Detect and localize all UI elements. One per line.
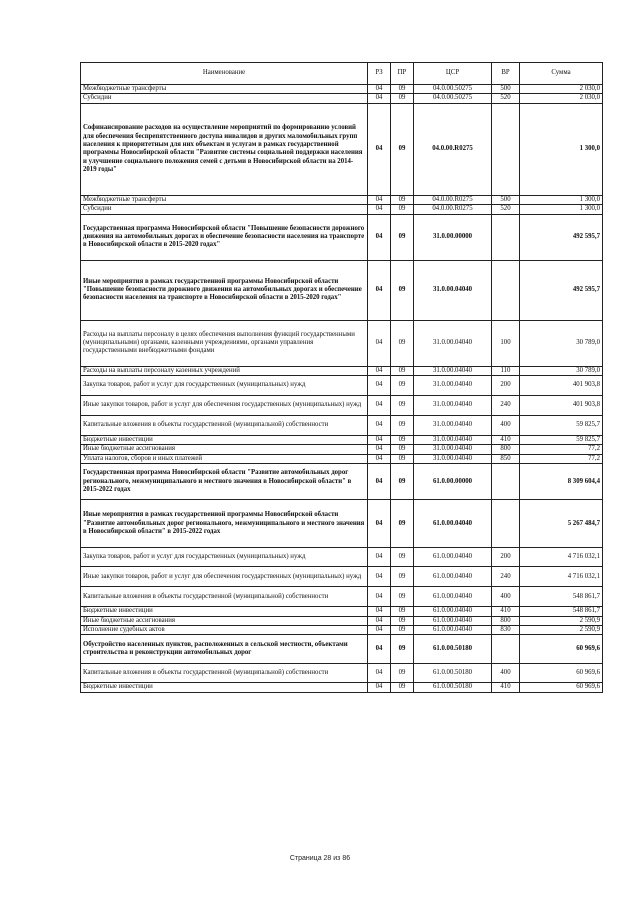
cell-name: Бюджетные инвестиции — [81, 607, 368, 616]
cell-csr: 61.0.00.04040 — [414, 626, 492, 635]
cell-rz: 04 — [368, 587, 391, 607]
cell-vr: 850 — [492, 454, 520, 463]
cell-sum: 2 030,0 — [520, 85, 603, 94]
cell-rz: 04 — [368, 626, 391, 635]
cell-sum: 492 595,7 — [520, 214, 603, 260]
cell-sum: 1 300,0 — [520, 205, 603, 214]
budget-table — [80, 62, 603, 693]
cell-vr — [492, 260, 520, 320]
cell-name: Бюджетные инвестиции — [81, 683, 368, 692]
cell-name: Софинансирование расходов на осуществление мероприятий по формированию условий для обеспечения беспрепятственного доступа инвалидов и других маломобильных групп населения к приоритетным для них объектам и услугам в рамках государственной программы Новосибирской области "Развитие системы социальной поддержки населения и улучшение социального положения семей с детьми в Новосибирской области на 2014-2019 годы" — [81, 103, 368, 195]
cell-rz: 04 — [368, 94, 391, 103]
cell-sum: 77,2 — [520, 454, 603, 463]
cell-sum: 4 716 032,1 — [520, 567, 603, 587]
cell-rz: 04 — [368, 195, 391, 204]
cell-sum: 401 903,8 — [520, 396, 603, 416]
cell-pr: 09 — [391, 376, 414, 396]
cell-vr: 200 — [492, 548, 520, 567]
table-row — [81, 103, 603, 195]
cell-pr: 09 — [391, 635, 414, 664]
header-csr: ЦСР — [414, 63, 492, 85]
table-row — [81, 607, 603, 616]
cell-name: Капитальные вложения в объекты государственной (муниципальной) собственности — [81, 664, 368, 683]
cell-name: Расходы на выплаты персоналу в целях обеспечения выполнения функций государственными (муниципальными) органами, казенными учреждениями, органами управления государственными внебюджетными фондами — [81, 320, 368, 366]
cell-csr: 61.0.00.04040 — [414, 607, 492, 616]
cell-rz: 04 — [368, 445, 391, 454]
cell-vr: 400 — [492, 664, 520, 683]
page-number: Страница 28 из 86 — [289, 855, 351, 862]
cell-sum: 8 309 604,4 — [520, 464, 603, 500]
cell-sum: 2 030,0 — [520, 94, 603, 103]
cell-pr: 09 — [391, 464, 414, 500]
header-vr: ВР — [492, 63, 520, 85]
cell-vr: 500 — [492, 85, 520, 94]
cell-csr: 61.0.00.50180 — [414, 683, 492, 692]
cell-vr: 830 — [492, 626, 520, 635]
cell-pr: 09 — [391, 85, 414, 94]
cell-name: Капитальные вложения в объекты государственной (муниципальной) собственности — [81, 416, 368, 436]
table-row — [81, 500, 603, 548]
cell-csr: 61.0.00.04040 — [414, 500, 492, 548]
header-sum: Сумма — [520, 63, 603, 85]
cell-sum: 59 825,7 — [520, 416, 603, 436]
cell-vr: 400 — [492, 416, 520, 436]
cell-name: Субсидии — [81, 94, 368, 103]
table-body — [81, 85, 603, 693]
table-row — [81, 396, 603, 416]
cell-sum: 30 789,0 — [520, 320, 603, 366]
cell-csr: 31.0.00.04040 — [414, 445, 492, 454]
cell-name: Закупка товаров, работ и услуг для государственных (муниципальных) нужд — [81, 376, 368, 396]
cell-name: Уплата налогов, сборов и иных платежей — [81, 454, 368, 463]
cell-pr: 09 — [391, 205, 414, 214]
cell-name: Субсидии — [81, 205, 368, 214]
cell-rz: 04 — [368, 436, 391, 445]
cell-csr: 31.0.00.04040 — [414, 366, 492, 375]
cell-csr: 31.0.00.04040 — [414, 396, 492, 416]
cell-rz: 04 — [368, 214, 391, 260]
cell-name: Обустройство населенных пунктов, расположенных в сельской местности, объектами строительства и реконструкции автомобильных дорог — [81, 635, 368, 664]
cell-csr: 31.0.00.04040 — [414, 320, 492, 366]
table-row — [81, 85, 603, 94]
cell-rz: 04 — [368, 607, 391, 616]
cell-rz: 04 — [368, 205, 391, 214]
cell-pr: 09 — [391, 320, 414, 366]
cell-csr: 61.0.00.50180 — [414, 664, 492, 683]
table-row — [81, 376, 603, 396]
cell-csr: 61.0.00.04040 — [414, 616, 492, 625]
cell-sum: 548 861,7 — [520, 607, 603, 616]
cell-vr — [492, 500, 520, 548]
cell-name: Государственная программа Новосибирской области "Повышение безопасности дорожного движения на автомобильных дорогах и обеспечение безопасности населения на транспорте в Новосибирской области в 2015-2020 годах" — [81, 214, 368, 260]
cell-vr: 410 — [492, 607, 520, 616]
table-row — [81, 635, 603, 664]
cell-csr: 61.0.00.00000 — [414, 464, 492, 500]
cell-csr: 31.0.00.04040 — [414, 454, 492, 463]
cell-name: Иные мероприятия в рамках государственной программы Новосибирской области "Повышение безопасности дорожного движения на автомобильных дорогах и обеспечение безопасности населения на транспорте в Новосибирской области в 2015-2020 годах" — [81, 260, 368, 320]
cell-vr: 100 — [492, 320, 520, 366]
cell-sum: 5 267 484,7 — [520, 500, 603, 548]
cell-pr: 09 — [391, 454, 414, 463]
cell-csr: 04.0.00.R0275 — [414, 195, 492, 204]
cell-sum: 77,2 — [520, 445, 603, 454]
cell-csr: 31.0.00.00000 — [414, 214, 492, 260]
cell-sum: 60 969,6 — [520, 664, 603, 683]
cell-name: Иные закупки товаров, работ и услуг для обеспечения государственных (муниципальных) нужд — [81, 567, 368, 587]
header-name: Наименование — [81, 63, 368, 85]
cell-rz: 04 — [368, 567, 391, 587]
cell-csr: 04.0.00.R0275 — [414, 205, 492, 214]
cell-vr: 200 — [492, 376, 520, 396]
cell-csr: 04.0.00.50275 — [414, 94, 492, 103]
cell-rz: 04 — [368, 320, 391, 366]
cell-sum: 60 969,6 — [520, 683, 603, 692]
cell-csr: 31.0.00.04040 — [414, 376, 492, 396]
cell-vr — [492, 635, 520, 664]
cell-rz: 04 — [368, 500, 391, 548]
cell-vr: 520 — [492, 94, 520, 103]
cell-pr: 09 — [391, 103, 414, 195]
table-row — [81, 320, 603, 366]
cell-vr: 500 — [492, 195, 520, 204]
cell-rz: 04 — [368, 616, 391, 625]
cell-sum: 30 789,0 — [520, 366, 603, 375]
table-row — [81, 94, 603, 103]
cell-pr: 09 — [391, 260, 414, 320]
cell-rz: 04 — [368, 366, 391, 375]
cell-pr: 09 — [391, 416, 414, 436]
cell-rz: 04 — [368, 635, 391, 664]
table-row — [81, 464, 603, 500]
cell-vr: 240 — [492, 567, 520, 587]
cell-name: Закупка товаров, работ и услуг для государственных (муниципальных) нужд — [81, 548, 368, 567]
table-row — [81, 616, 603, 625]
cell-sum: 1 300,0 — [520, 195, 603, 204]
cell-vr: 110 — [492, 366, 520, 375]
table-row — [81, 548, 603, 567]
table-row — [81, 454, 603, 463]
cell-vr: 240 — [492, 396, 520, 416]
cell-name: Иные закупки товаров, работ и услуг для обеспечения государственных (муниципальных) нужд — [81, 396, 368, 416]
cell-pr: 09 — [391, 607, 414, 616]
cell-rz: 04 — [368, 454, 391, 463]
table-row — [81, 214, 603, 260]
cell-rz: 04 — [368, 396, 391, 416]
cell-csr: 31.0.00.04040 — [414, 416, 492, 436]
table-row — [81, 436, 603, 445]
cell-vr: 410 — [492, 683, 520, 692]
table-row — [81, 416, 603, 436]
cell-pr: 09 — [391, 445, 414, 454]
cell-vr — [492, 464, 520, 500]
cell-rz: 04 — [368, 260, 391, 320]
table-header-row — [81, 63, 603, 85]
header-rz: РЗ — [368, 63, 391, 85]
table-row — [81, 567, 603, 587]
table-row — [81, 260, 603, 320]
cell-csr: 61.0.00.50180 — [414, 635, 492, 664]
table-row — [81, 195, 603, 204]
cell-pr: 09 — [391, 683, 414, 692]
cell-vr: 800 — [492, 616, 520, 625]
cell-sum: 548 861,7 — [520, 587, 603, 607]
cell-pr: 09 — [391, 366, 414, 375]
cell-csr: 04.0.00.R0275 — [414, 103, 492, 195]
cell-pr: 09 — [391, 94, 414, 103]
cell-sum: 492 595,7 — [520, 260, 603, 320]
table-row — [81, 626, 603, 635]
cell-pr: 09 — [391, 436, 414, 445]
cell-rz: 04 — [368, 548, 391, 567]
cell-csr: 31.0.00.04040 — [414, 260, 492, 320]
cell-pr: 09 — [391, 396, 414, 416]
cell-name: Межбюджетные трансферты — [81, 85, 368, 94]
cell-pr: 09 — [391, 664, 414, 683]
cell-pr: 09 — [391, 214, 414, 260]
cell-pr: 09 — [391, 548, 414, 567]
cell-sum: 4 716 032,1 — [520, 548, 603, 567]
cell-rz: 04 — [368, 416, 391, 436]
cell-pr: 09 — [391, 567, 414, 587]
cell-rz: 04 — [368, 376, 391, 396]
cell-rz: 04 — [368, 664, 391, 683]
table-row — [81, 445, 603, 454]
table-row — [81, 664, 603, 683]
header-pr: ПР — [391, 63, 414, 85]
cell-sum: 59 825,7 — [520, 436, 603, 445]
cell-vr: 800 — [492, 445, 520, 454]
cell-vr: 410 — [492, 436, 520, 445]
cell-name: Межбюджетные трансферты — [81, 195, 368, 204]
cell-vr: 520 — [492, 205, 520, 214]
cell-name: Иные бюджетные ассигнования — [81, 445, 368, 454]
cell-pr: 09 — [391, 195, 414, 204]
table-row — [81, 366, 603, 375]
cell-csr: 04.0.00.50275 — [414, 85, 492, 94]
cell-pr: 09 — [391, 587, 414, 607]
table-row — [81, 205, 603, 214]
cell-vr: 400 — [492, 587, 520, 607]
cell-pr: 09 — [391, 626, 414, 635]
table-row — [81, 587, 603, 607]
cell-csr: 61.0.00.04040 — [414, 567, 492, 587]
cell-csr: 31.0.00.04040 — [414, 436, 492, 445]
cell-sum: 2 590,9 — [520, 616, 603, 625]
cell-pr: 09 — [391, 616, 414, 625]
cell-rz: 04 — [368, 683, 391, 692]
cell-sum: 1 300,0 — [520, 103, 603, 195]
cell-name: Иные бюджетные ассигнования — [81, 616, 368, 625]
cell-rz: 04 — [368, 85, 391, 94]
table-row — [81, 683, 603, 692]
cell-vr — [492, 103, 520, 195]
cell-rz: 04 — [368, 464, 391, 500]
cell-csr: 61.0.00.04040 — [414, 587, 492, 607]
cell-name: Капитальные вложения в объекты государственной (муниципальной) собственности — [81, 587, 368, 607]
cell-pr: 09 — [391, 500, 414, 548]
cell-csr: 61.0.00.04040 — [414, 548, 492, 567]
cell-name: Иные мероприятия в рамках государственной программы Новосибирской области "Развитие автомобильных дорог регионального, межмуниципального и местного значения в Новосибирской области" в 2015-2022 годах — [81, 500, 368, 548]
cell-name: Исполнение судебных актов — [81, 626, 368, 635]
cell-name: Расходы на выплаты персоналу казенных учреждений — [81, 366, 368, 375]
cell-sum: 2 590,9 — [520, 626, 603, 635]
cell-vr — [492, 214, 520, 260]
cell-name: Бюджетные инвестиции — [81, 436, 368, 445]
cell-sum: 401 903,8 — [520, 376, 603, 396]
cell-name: Государственная программа Новосибирской области "Развитие автомобильных дорог регионального, межмуниципального и местного значения в Новосибирской области" в 2015-2022 годах — [81, 464, 368, 500]
cell-rz: 04 — [368, 103, 391, 195]
cell-sum: 60 969,6 — [520, 635, 603, 664]
